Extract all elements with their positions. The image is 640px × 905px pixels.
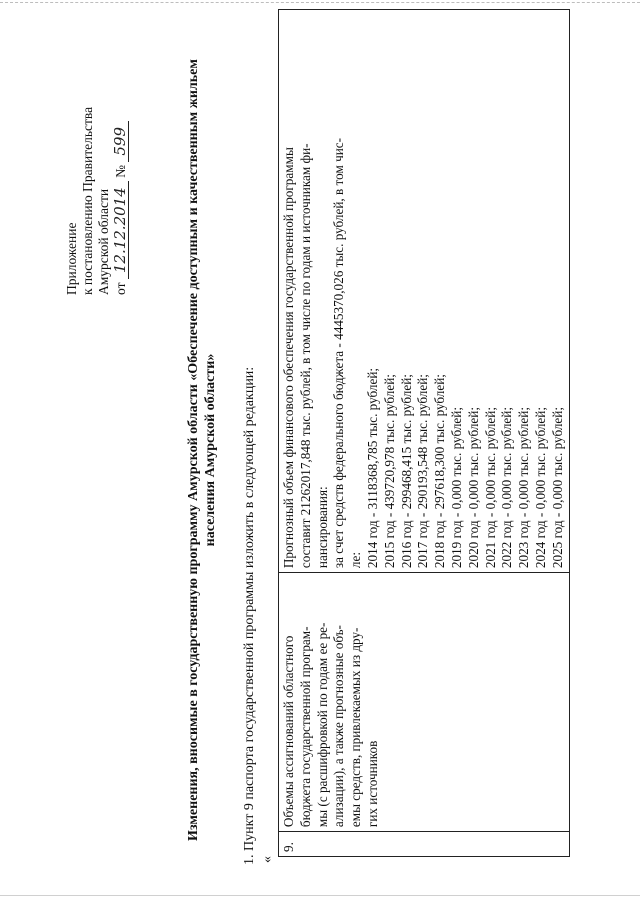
content-line: 2023 год - 0,000 тыс. рублей;	[516, 407, 532, 569]
passport-table	[278, 9, 570, 857]
row-content-cell	[279, 10, 570, 573]
content-line: 2022 год - 0,000 тыс. рублей;	[499, 407, 515, 569]
content-line: 2015 год - 439720,978 тыс. рублей;	[381, 374, 397, 569]
handwritten-number: 599	[112, 121, 129, 162]
content-line: 2024 год - 0,000 тыс. рублей;	[532, 407, 548, 569]
item-lead-text: 1. Пункт 9 паспорта государственной программы изложить в следующей редакции:	[242, 366, 257, 865]
content-line: ле:	[348, 551, 364, 569]
content-line: нансирования:	[314, 486, 330, 569]
label-line: мы (с расшифровкой по годам ее ре-	[314, 622, 330, 828]
row-label-cell	[279, 573, 570, 832]
content-line: составит 21262017,848 тыс. рублей, в том числе по годам и источникам фи-	[297, 143, 313, 569]
handwritten-date: 12.12.2014	[112, 181, 129, 279]
number-label: №	[113, 164, 128, 178]
date-prefix: от	[113, 282, 128, 295]
appendix-line-1: Приложение	[64, 222, 79, 295]
table-row	[279, 10, 570, 857]
appendix-block	[64, 107, 129, 295]
content-line: 2021 год - 0,000 тыс. рублей;	[482, 407, 498, 569]
label-line: ализации), а также прогнозные объ-	[331, 625, 347, 828]
content-line: 2020 год - 0,000 тыс. рублей;	[465, 407, 481, 569]
document-title: Изменения, вносимые в государственную программу Амурской области «Обеспечение доступным и качественным жильем населения Амурской области»	[186, 59, 218, 841]
content-line: 2016 год - 299468,415 тыс. рублей;	[398, 374, 414, 569]
label-line: Объемы ассигнований областного	[281, 635, 296, 828]
label-line: бюджета государственной програм-	[297, 626, 313, 828]
content-line: 2018 год - 297618,300 тыс. рублей;	[432, 374, 448, 569]
content-line: 2017 год - 290193,548 тыс. рублей;	[415, 374, 431, 569]
appendix-line-3: Амурской области	[96, 188, 111, 295]
label-line: емы средств, привлекаемых из дру-	[348, 627, 364, 828]
content-line: Прогнозный объем финансового обеспечения государственной программы	[281, 147, 296, 569]
appendix-line-2: к постановлению Правительства	[80, 106, 95, 295]
content-line: 2014 год - 3118368,785 тыс. рублей;	[364, 367, 380, 569]
content-line: 2025 год - 0,000 тыс. рублей;	[549, 407, 565, 569]
content-line: 2019 год - 0,000 тыс. рублей;	[448, 407, 464, 569]
content-line: за счет средств федерального бюджета - 4445370,026 тыс. рублей, в том чис-	[331, 137, 347, 569]
label-line: гих источников	[364, 740, 380, 828]
open-quote-mark: «	[260, 856, 275, 863]
row-number-cell: 9.	[279, 832, 570, 857]
appendix-date-line	[112, 107, 129, 295]
